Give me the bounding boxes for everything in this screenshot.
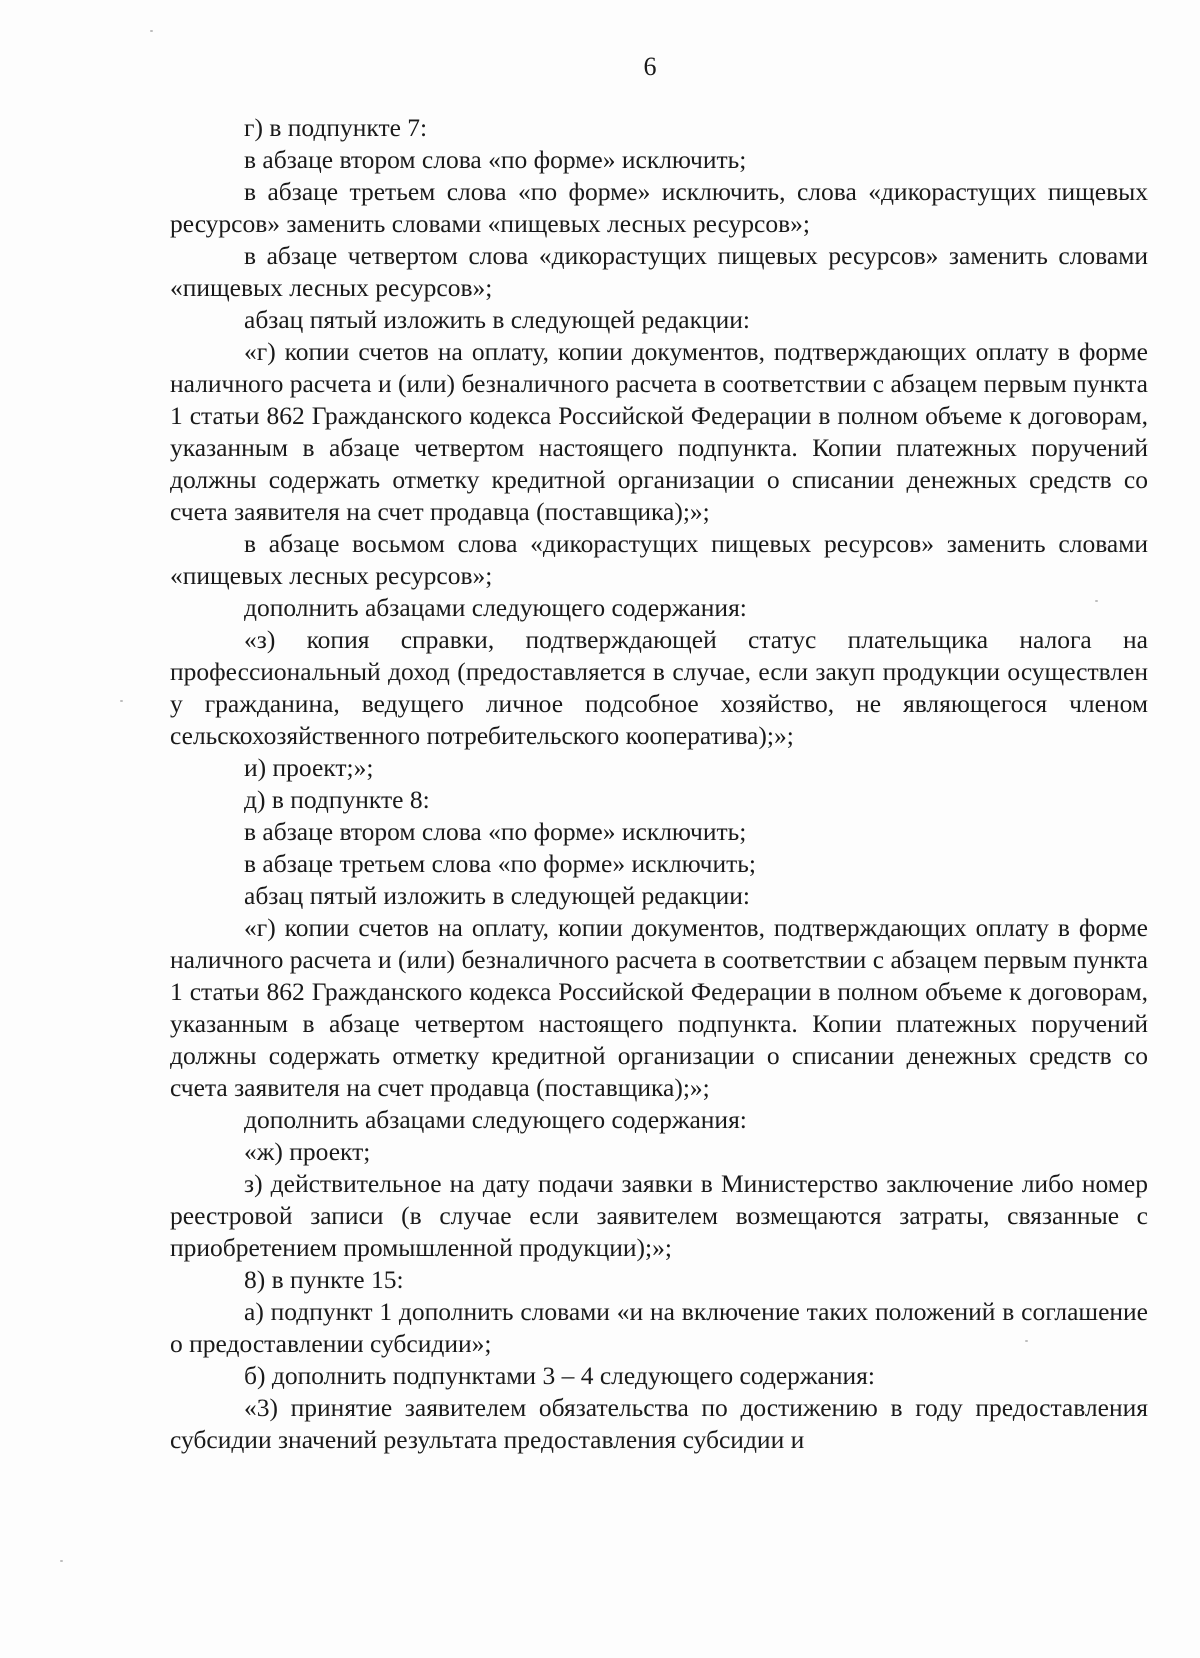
scan-speck <box>1095 600 1098 602</box>
paragraph: и) проект;»; <box>244 753 374 782</box>
scan-speck <box>120 700 123 702</box>
paragraph: в абзаце втором слова «по форме» исключить; <box>244 145 747 174</box>
paragraph: а) подпункт 1 дополнить словами «и на включение таких положений в соглашение о предоставлении субсидии»; <box>170 1297 1148 1358</box>
paragraph: в абзаце четвертом слова «дикорастущих пищевых ресурсов» заменить словами «пищевых лесных ресурсов»; <box>170 241 1148 302</box>
scan-speck <box>60 1560 63 1562</box>
paragraph: в абзаце третьем слова «по форме» исключить, слова «дикорастущих пищевых ресурсов» заменить словами «пищевых лесных ресурсов»; <box>170 177 1148 238</box>
paragraph: «г) копии счетов на оплату, копии документов, подтверждающих оплату в форме наличного расчета и (или) безналичного расчета в соответствии с абзацем первым пункта 1 статьи 862 Гражданского кодекса Российской Федерации в полном объеме к договорам, указанным в абзаце четвертом настоящего подпункта. Копии платежных поручений должны содержать отметку кредитной организации о списании денежных средств со счета заявителя на счет продавца (поставщика);»; <box>170 913 1148 1102</box>
paragraph: в абзаце третьем слова «по форме» исключить; <box>244 849 756 878</box>
scan-speck <box>150 30 153 32</box>
paragraph: г) в подпункте 7: <box>244 113 428 142</box>
paragraph: «г) копии счетов на оплату, копии документов, подтверждающих оплату в форме наличного расчета и (или) безналичного расчета в соответствии с абзацем первым пункта 1 статьи 862 Гражданского кодекса Российской Федерации в полном объеме к договорам, указанным в абзаце четвертом настоящего подпункта. Копии платежных поручений должны содержать отметку кредитной организации о списании денежных средств со счета заявителя на счет продавца (поставщика);»; <box>170 337 1148 526</box>
paragraph: «з) копия справки, подтверждающей статус плательщика налога на профессиональный доход (предоставляется в случае, если закуп продукции осуществлен у гражданина, ведущего личное подсобное хозяйство, не являющегося членом сельскохозяйственного потребительского кооператива);»; <box>170 625 1148 750</box>
paragraph: дополнить абзацами следующего содержания: <box>244 1105 747 1134</box>
paragraph: абзац пятый изложить в следующей редакции: <box>244 881 750 910</box>
paragraph: дополнить абзацами следующего содержания: <box>244 593 747 622</box>
paragraph: з) действительное на дату подачи заявки в Министерство заключение либо номер реестровой записи (в случае если заявителем возмещаются затраты, связанные с приобретением промышленной продукции);»; <box>170 1169 1148 1262</box>
paragraph: б) дополнить подпунктами 3 – 4 следующего содержания: <box>244 1361 875 1390</box>
document-body <box>170 112 1148 1456</box>
paragraph: в абзаце втором слова «по форме» исключить; <box>244 817 747 846</box>
paragraph: в абзаце восьмом слова «дикорастущих пищевых ресурсов» заменить словами «пищевых лесных ресурсов»; <box>170 529 1148 590</box>
paragraph: д) в подпункте 8: <box>244 785 430 814</box>
paragraph: «ж) проект; <box>244 1137 371 1166</box>
paragraph: «3) принятие заявителем обязательства по достижению в году предоставления субсидии значений результата предоставления субсидии и <box>170 1393 1148 1454</box>
paragraph: абзац пятый изложить в следующей редакции: <box>244 305 750 334</box>
page-number: 6 <box>643 52 657 81</box>
paragraph: 8) в пункте 15: <box>244 1265 404 1294</box>
scan-speck <box>1025 1340 1028 1342</box>
